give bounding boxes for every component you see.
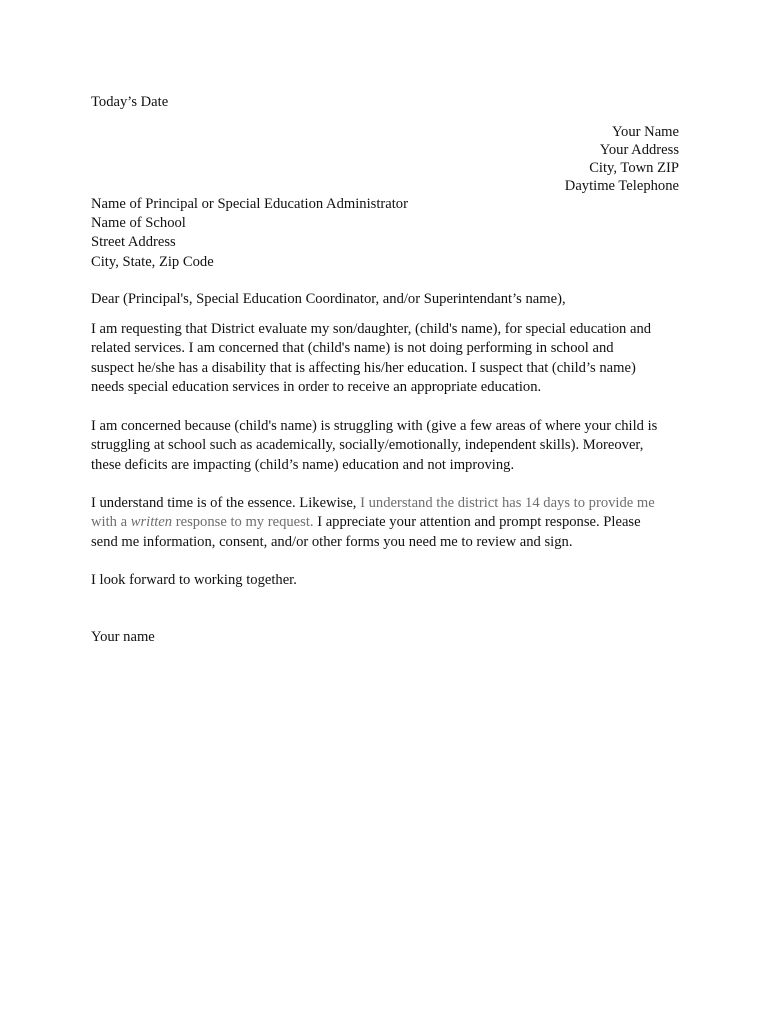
text-run: I appreciate your attention and prompt response. Please bbox=[313, 514, 641, 531]
paragraph-line: related services. I am concerned that (child's name) is not doing performing in school and bbox=[91, 340, 614, 357]
sender-address: Your Address bbox=[599, 142, 679, 158]
recipient-name: Name of Principal or Special Education Administrator bbox=[91, 196, 408, 212]
text-run-gray: response to my request. bbox=[172, 514, 314, 531]
paragraph-line: struggling at school such as academically, socially/emotionally, independent skills). Moreover, bbox=[91, 437, 644, 454]
sender-city: City, Town ZIP bbox=[589, 160, 679, 176]
closing-line: I look forward to working together. bbox=[91, 572, 297, 588]
paragraph-concerns bbox=[91, 417, 691, 475]
recipient-school: Name of School bbox=[91, 215, 186, 231]
recipient-city: City, State, Zip Code bbox=[91, 254, 214, 270]
sender-phone: Daytime Telephone bbox=[564, 178, 679, 194]
paragraph-line: I am concerned because (child's name) is struggling with (give a few areas of where your child is bbox=[91, 418, 658, 434]
paragraph-line: suspect he/she has a disability that is affecting his/her education. I suspect that (child’s name) bbox=[91, 359, 636, 376]
paragraph-line: send me information, consent, and/or other forms you need me to review and sign. bbox=[91, 533, 573, 550]
paragraph-line: I am requesting that District evaluate my son/daughter, (child's name), for special education and bbox=[91, 321, 652, 337]
paragraph-line bbox=[91, 494, 691, 513]
paragraph-line: needs special education services in order to receive an appropriate education. bbox=[91, 379, 542, 396]
text-run: I understand time is of the essence. Likewise, bbox=[91, 495, 361, 511]
text-run-gray: I understand the district has 14 days to provide me bbox=[360, 495, 655, 511]
paragraph-line bbox=[91, 513, 691, 532]
signature-line: Your name bbox=[91, 629, 155, 645]
text-run-gray: with a bbox=[91, 514, 131, 531]
paragraph-timeline bbox=[91, 494, 691, 552]
text-run-italic: written bbox=[130, 514, 173, 531]
paragraph-request bbox=[91, 320, 691, 398]
sender-name: Your Name bbox=[611, 124, 679, 140]
salutation: Dear (Principal's, Special Education Coordinator, and/or Superintendant’s name), bbox=[91, 291, 566, 307]
date-line: Today’s Date bbox=[91, 94, 169, 110]
recipient-street: Street Address bbox=[91, 234, 176, 250]
paragraph-line: these deficits are impacting (child’s name) education and not improving. bbox=[91, 456, 515, 473]
